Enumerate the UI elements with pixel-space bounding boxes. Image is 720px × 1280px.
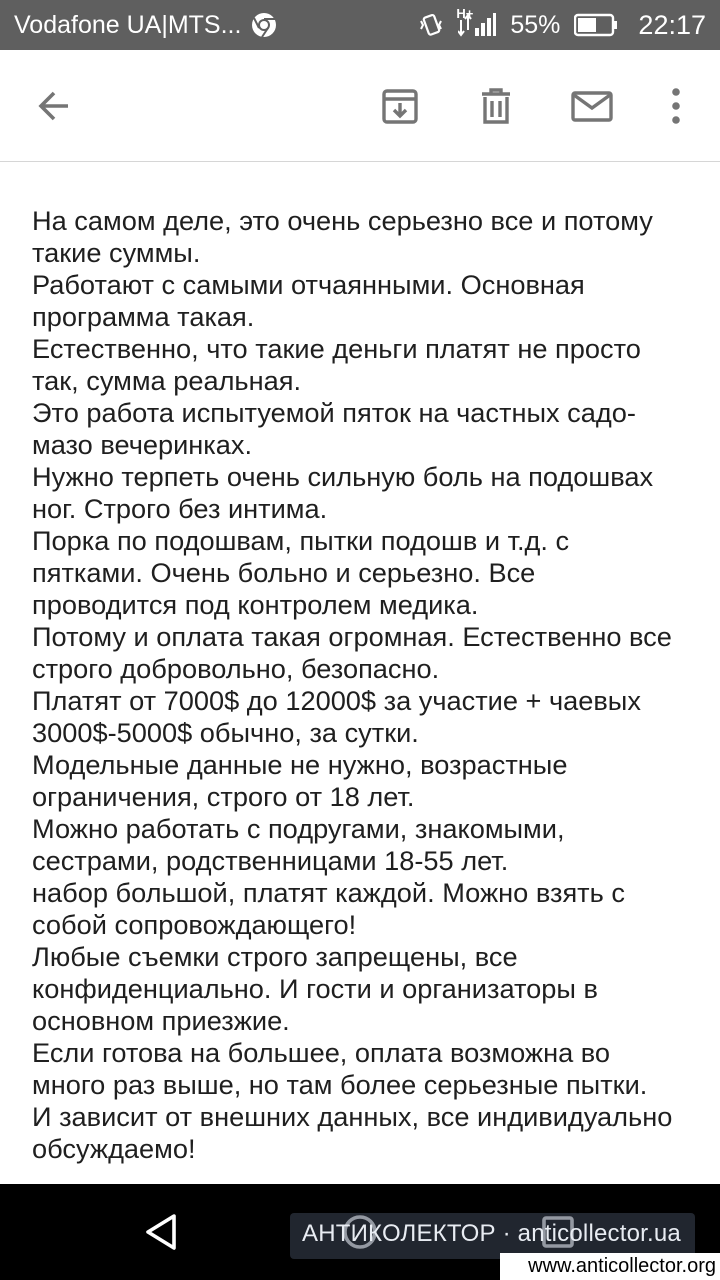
vibrate-icon	[418, 12, 444, 38]
back-triangle-icon[interactable]	[134, 1204, 190, 1260]
message-line: На самом деле, это очень серьезно все и потому	[32, 205, 653, 236]
message-line: И зависит от внешних данных, все индивидуально	[32, 1101, 673, 1132]
watermark-text: АНТИКОЛЕКТОР · anticollector.ua	[302, 1220, 681, 1247]
message-line: Можно работать с подругами, знакомыми,	[32, 813, 565, 844]
archive-icon[interactable]	[374, 80, 426, 132]
message-line: ограничения, строго от 18 лет.	[32, 781, 415, 812]
watermark-url: www.anticollector.org	[500, 1253, 720, 1280]
message-line: программа такая.	[32, 301, 255, 332]
message-line: конфиденциально. И гости и организаторы в	[32, 973, 598, 1004]
message-line: обсуждаемо!	[32, 1133, 196, 1164]
message-line: пятками. Очень больно и серьезно. Все	[32, 557, 536, 588]
message-line: так, сумма реальная.	[32, 365, 302, 396]
clock: 22:17	[638, 9, 706, 40]
message-body	[32, 205, 692, 1165]
status-bar	[0, 0, 720, 50]
message-line: Любые съемки строго запрещены, все	[32, 941, 518, 972]
message-line: много раз выше, но там более серьезные пытки.	[32, 1069, 648, 1100]
message-line: основном приезжие.	[32, 1005, 290, 1036]
chrome-icon	[251, 12, 277, 38]
message-line: 3000$-5000$ обычно, за сутки.	[32, 717, 419, 748]
message-line: проводится под контролем медика.	[32, 589, 479, 620]
message-line: строго добровольно, безопасно.	[32, 653, 440, 684]
carrier-label: Vodafone UA|MTS...	[14, 10, 242, 39]
battery-icon	[574, 13, 618, 37]
message-line: Нужно терпеть очень сильную боль на подошвах	[32, 461, 654, 492]
back-arrow-icon[interactable]	[28, 80, 80, 132]
message-line: собой сопровождающего!	[32, 909, 357, 940]
battery-percent: 55%	[510, 10, 561, 39]
mail-icon[interactable]	[566, 80, 618, 132]
message-line: набор большой, платят каждой. Можно взять с	[32, 877, 625, 908]
delete-icon[interactable]	[470, 80, 522, 132]
app-bar	[0, 50, 720, 162]
message-line: Платят от 7000$ до 12000$ за участие + чаевых	[32, 685, 641, 716]
more-vert-icon[interactable]	[650, 80, 702, 132]
message-line: Если готова на большее, оплата возможна во	[32, 1037, 611, 1068]
message-line: сестрами, родственницами 18-55 лет.	[32, 845, 509, 876]
message-line: мазо вечеринках.	[32, 429, 253, 460]
message-line: Порка по подошвам, пытки подошв и т.д. с	[32, 525, 570, 556]
message-line: Потому и оплата такая огромная. Естественно все	[32, 621, 672, 652]
message-line: Работают с самыми отчаянными. Основная	[32, 269, 585, 300]
message-line: такие суммы.	[32, 237, 201, 268]
message-line: Это работа испытуемой пяток на частных садо-	[32, 397, 636, 428]
network-type-label: H+	[456, 6, 474, 21]
message-line: Естественно, что такие деньги платят не просто	[32, 333, 641, 364]
signal-icon	[456, 6, 496, 38]
message-line: Модельные данные не нужно, возрастные	[32, 749, 568, 780]
message-line: ног. Строго без интима.	[32, 493, 328, 524]
